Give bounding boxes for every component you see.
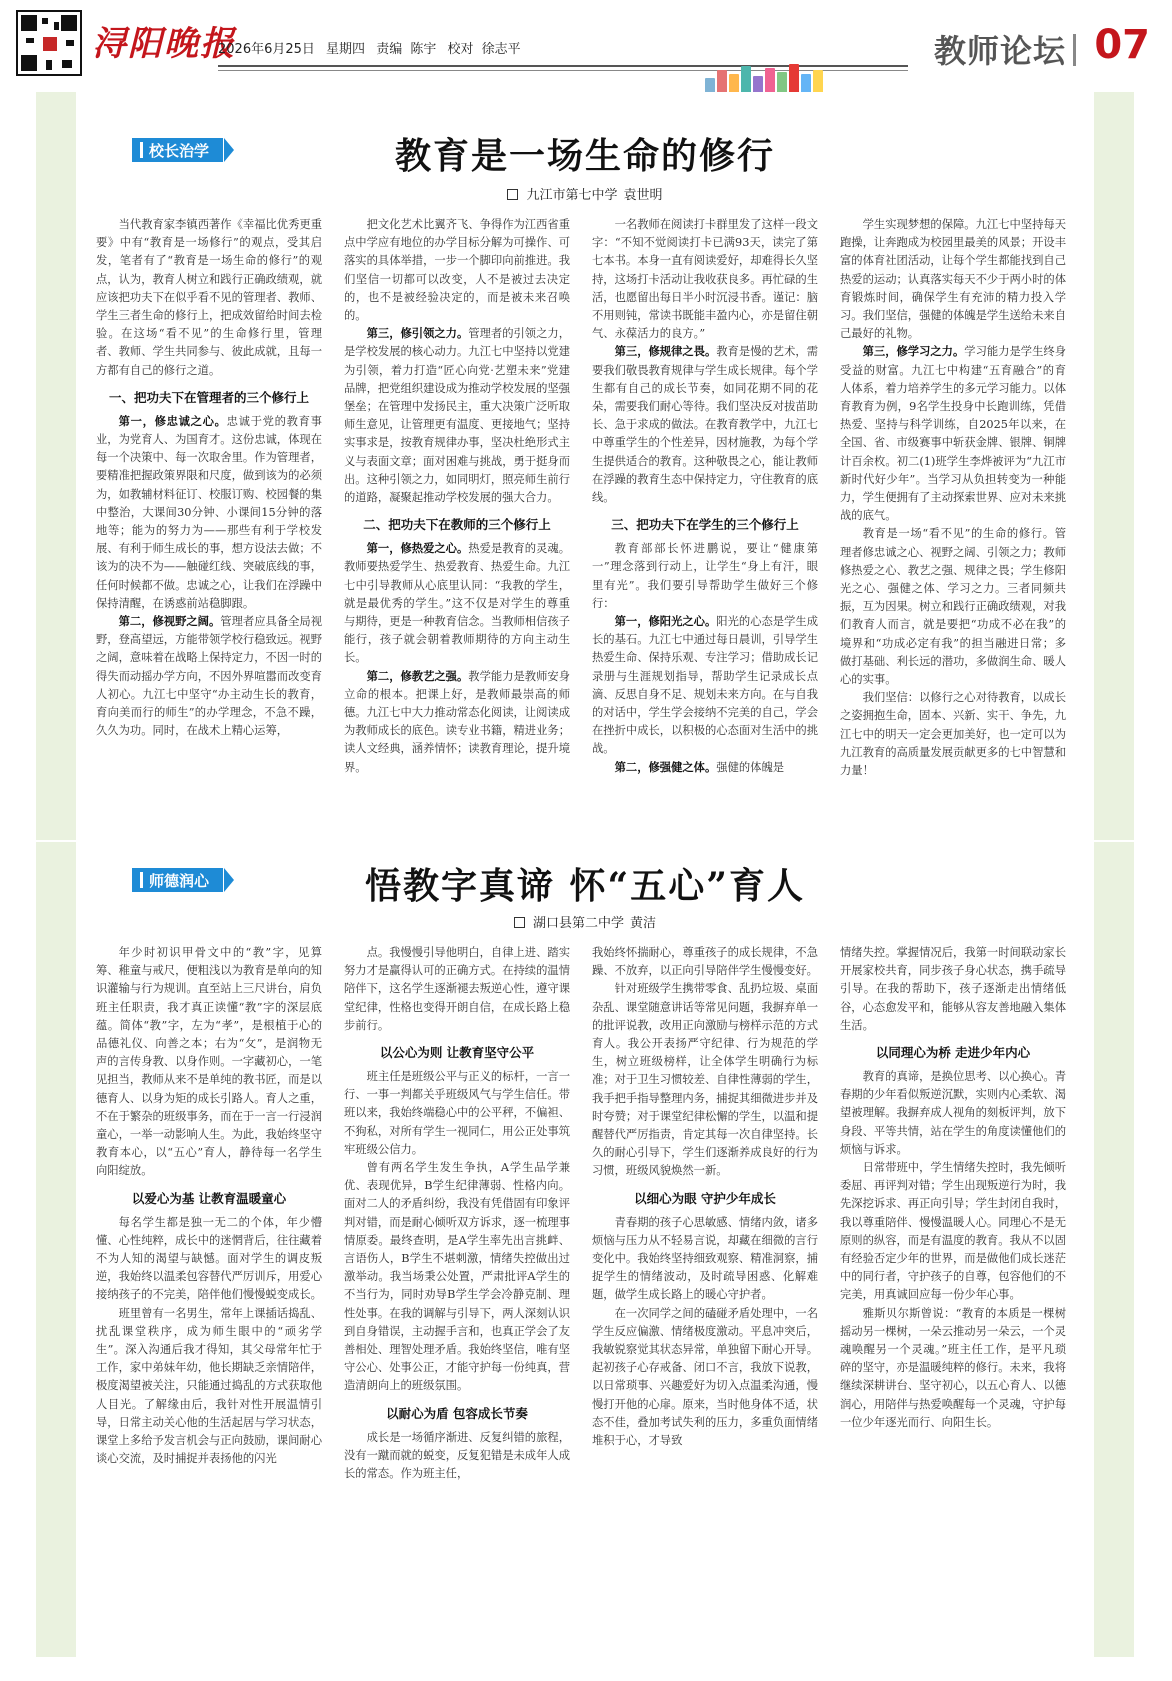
paragraph-lead: 第三，修引领之力。: [366, 327, 469, 341]
paragraph: 把文化艺术比翼齐飞、争得作为江西省重点中学应有地位的办学目标分解为可操作、可落实的具体举措，一步一个脚印向前推进。我们坚信一切都可以改变，人不是被过去决定的，也不是被经验决定的，而是被未来召唤的。: [344, 218, 570, 323]
article-1-column-3: [592, 216, 818, 826]
paragraph: 青春期的孩子心思敏感、情绪内敛，诸多烦恼与压力从不轻易言说，却藏在细微的言行变化中。我始终坚持细致观察、精准洞察，捕捉学生的情绪波动，及时疏导困惑、化解难题，做学生成长路上的暖心守护者。: [592, 1215, 818, 1302]
section-heading: 以耐心为盾 包容成长节奏: [386, 1405, 528, 1421]
section-heading: 以爱心为基 让教育温暖童心: [131, 1190, 287, 1206]
byline-org: 湖口县第二中学: [532, 916, 624, 931]
byline-org: 九江市第七中学: [526, 188, 618, 203]
paragraph: 针对班级学生携带零食、乱扔垃圾、桌面杂乱、课堂随意讲话等常见问题，我摒弃单一的批评说教，改用正向激励与榜样示范的方式育人。我公开表扬严守纪律、行为规范的学生，树立班级榜样，让全体学生明确行为标准；对于卫生习惯较差、自律性薄弱的学生，我手把手指导整理内务，捕捉其细微进步并及时夸赞；对于课堂纪律松懈的学生，以温和提醒替代严厉指责，肯定其每一次自律坚持。长久的耐心引导下，学生们逐渐养成良好的行为习惯，班级风貌焕然一新。: [592, 982, 818, 1178]
paragraph-lead: 第一，修阳光之心。: [614, 615, 717, 629]
proofreader-name: 徐志平: [481, 42, 521, 57]
paragraph: 年少时初识甲骨文中的“教”字，见算筹、稚童与戒尺，便粗浅以为教育是单向的知识灌输与行为规训。直至站上三尺讲台，肩负班主任职责，我才真正读懂“教”字的深层底蕴。简体“教”字，左为“孝”，是根植于心的品德礼仪、向善之本；右为“攵”，是润物无声的言传身教、以身作则。一字藏初心，一笔见担当，教师从来不是单纯的教书匠，而是以德育人、以身为矩的成长引路人。育人之重，不在于繁杂的班级事务，而在于一言一行浸润童心，一举一动影响人生。为此，我始终坚守教育本心，以“五心”育人，静待每一名学生向阳绽放。: [96, 946, 322, 1178]
issue-date: 2026年6月25日: [218, 42, 315, 57]
paragraph: 教育是一场“看不见”的生命的修行。管理者修忠诚之心、视野之阔、引领之力；教师修热爱之心、教艺之强、规律之畏；学生修阳光之心、强健之体、学习之力。三者同频共振，互为因果。树立和践行正确政绩观，对我们教育人而言，就是要把“功成不必在我”的境界和“功成必定有我”的担当融进日常；多做打基础、利长远的潜功，多做润生命、暖人心的实事。: [840, 527, 1066, 687]
paragraph-lead: 第一，修忠诚之心。: [118, 414, 227, 428]
paragraph: 我始终怀揣耐心，尊重孩子的成长规律，不急躁、不放弃，以正向引导陪伴学生慢慢变好。: [592, 946, 818, 978]
proofreader-label: 校对: [447, 42, 474, 57]
paragraph-lead: 第二，修强健之体。: [614, 760, 717, 774]
column-tag-label: 师德润心: [149, 871, 210, 890]
paragraph: 第二，修强健之体。强健的体魄是: [614, 760, 785, 774]
section-heading: 以细心为眼 守护少年成长: [634, 1190, 776, 1206]
article-1-column-1: [96, 216, 322, 826]
paragraph: 教育的真谛，是换位思考、以心换心。青春期的少年看似叛逆沉默，实则内心柔软、渴望被理解。我摒弃成人视角的刻板评判，放下身段、平等共情，站在学生的角度读懂他们的烦恼与诉求。: [840, 1070, 1066, 1156]
article-panel-1: [36, 92, 1134, 840]
paragraph: 日常带班中，学生情绪失控时，我先倾听委屈、再评判对错；学生出现叛逆行为时，我先深挖诉求、再正向引导；学生封闭自我时，我以尊重陪伴、慢慢温暖人心。同理心不是无原则的纵容，而是有温度的教育。我从不以固有经验否定少年的世界，而是做他们成长迷茫中的同行者，守护孩子的自尊，包容他们的不完美，用真诚回应每一份少年心事。: [840, 1161, 1066, 1302]
section-title: 教师论坛: [933, 32, 1066, 70]
article-2-column-2: [344, 944, 570, 1644]
page-number: 07: [1094, 22, 1150, 68]
article-2-column-4: [840, 944, 1066, 1644]
section-heading: 以同理心为桥 走进少年内心: [875, 1045, 1031, 1061]
paragraph-lead: 第一，修热爱之心。: [366, 542, 469, 556]
paragraph-lead: 第二，修教艺之强。: [366, 669, 469, 683]
paragraph: 第一，修热爱之心。热爱是教育的灵魂。教师要热爱学生、热爱教育、热爱生命。九江七中引导教师从心底里认同：“我教的学生，就是最优秀的学生。”这不仅是对学生的尊重与期待，更是一种教育信念。当教师相信孩子能行，孩子就会朝着教师期待的方向主动生长。: [344, 542, 570, 665]
paragraph: 我们坚信：以修行之心对待教育，以成长之姿拥抱生命，固本、兴新、实干、争先，九江七中的明天一定会更加美好，也一定可以为九江教育的高质量发展贡献更多的七中智慧和力量！: [840, 691, 1066, 778]
paragraph: 教育部部长怀进鹏说，要让“健康第一”理念落到行动上，让学生“身上有汗，眼里有光”。我们要引导帮助学生做好三个修行：: [592, 542, 818, 610]
paragraph: 情绪失控。掌握情况后，我第一时间联动家长开展家校共育，同步孩子身心状态，携手疏导引导。在我的帮助下，孩子逐渐走出情绪低谷，心态愈发平和，能够从容友善地融入集体生活。: [840, 946, 1066, 1032]
paragraph: 第二，修视野之阔。管理者应具备全局视野，登高望远，方能带领学校行稳致远。视野之阔，意味着在战略上保持定力，不因一时的得失而动摇办学方向，不因外界喧嚣而改变育人初心。九江七中坚守“办主动生长的教育，育向美而行的师生”的办学理念，不急不躁，久久为功。同时，在战术上精心运筹，: [96, 615, 322, 738]
column-tag-label: 校长治学: [149, 141, 210, 160]
paragraph: 班里曾有一名男生，常年上课插话捣乱、扰乱课堂秩序，成为师生眼中的“顽劣学生”。深入沟通后我才得知，其父母常年忙于工作，家中弟妹年幼，他长期缺乏亲情陪伴，极度渴望被关注，只能通过捣乱的方式获取他人目光。了解缘由后，我针对性开展温情引导，日常主动关心他的生活起居与学习状态，课堂上多给予发言机会与正向鼓励，课间耐心谈心交流，及时捕捉并表扬他的闪光: [96, 1306, 322, 1466]
byline: [76, 912, 1094, 931]
paragraph: 成长是一场循序渐进、反复纠错的旅程，没有一蹴而就的蜕变，反复犯错是未成年人成长的常态。作为班主任，: [344, 1430, 570, 1481]
editor-label: 责编: [376, 42, 403, 57]
paragraph: 一名教师在阅读打卡群里发了这样一段文字：“不知不觉阅读打卡已满93天，读完了第七本书。本身一直有阅读爱好，却难得长久坚持，这场打卡活动让我收获良多。再忙碌的生活，也愿留出每日半小时沉浸书香。谨记：脑不用则钝，常读书既能丰盈内心，亦是留住朝气、永葆活力的良方。”: [592, 218, 818, 341]
paragraph: 第二，修教艺之强。教学能力是教师安身立命的根本。把课上好，是教师最崇高的师德。九江七中大力推动常态化阅读，让阅读成为教师成长的底色。读专业书籍，精进业务；读人文经典，涵养情怀；读教育理论，提升境界。: [344, 669, 570, 774]
paragraph-lead: 第二，修视野之阔。: [118, 615, 221, 629]
qr-code-icon[interactable]: [16, 10, 82, 76]
article-title: 教育是一场生命的修行: [394, 135, 775, 177]
paragraph: 每名学生都是独一无二的个体，年少懵懂、心性纯粹，成长中的迷惘背后，往往藏着不为人知的渴望与缺憾。面对学生的调皮叛逆，我始终以温柔包容替代严厉训斥，用爱心接纳孩子的不完美，陪伴他们慢慢蜕变成长。: [96, 1215, 322, 1302]
section-heading: 三、把功夫下在学生的三个修行上: [611, 517, 799, 533]
article-title: 悟教字真谛 怀“五心”育人: [365, 865, 805, 907]
byline-author: 袁世明: [623, 188, 663, 203]
title-separator: [1073, 34, 1076, 66]
paragraph: 雅斯贝尔斯曾说：“教育的本质是一棵树摇动另一棵树，一朵云推动另一朵云，一个灵魂唤醒另一个灵魂。”班主任工作，是平凡琐碎的坚守，亦是温暖纯粹的修行。未来，我将继续深耕讲台、坚守初心，以五心育人、以德润心，用陪伴与热爱唤醒每一个灵魂，守护每一位少年逐光而行、向阳生长。: [840, 1306, 1066, 1429]
paragraph: 当代教育家李镇西著作《幸福比优秀更重要》中有“教育是一场修行”的观点，受其启发，笔者有了“教育是一场生命的修行”的观点，认为，教育人树立和践行正确政绩观，就应该把功夫下在似乎看不见的管理者、教师、学生三者生命的修行上，把成效留给时间去检验。在这场“看不见”的生命修行里，管理者、教师、学生共同参与、彼此成就，且每一方都有自己的修行之道。: [96, 218, 322, 377]
newspaper-logo: 浔阳晚报: [92, 24, 236, 64]
paragraph-lead: 第三，修学习之力。: [862, 345, 965, 359]
article-panel-2: [36, 842, 1134, 1657]
article-2: [76, 842, 1094, 1657]
byline-author: 黄洁: [630, 916, 657, 931]
paragraph: 曾有两名学生发生争执，A学生品学兼优、表现优异，B学生纪律薄弱、性格内向。面对二人的矛盾纠纷，我没有凭借固有印象评判对错，而是耐心倾听双方诉求，逐一梳理事情原委。最终查明，是A学生率先出言挑衅、言语伤人，B学生不堪刺激，情绪失控做出过激举动。我当场秉公处置，严肃批评A学生的不当行为，同时劝导B学生学会冷静克制、理性处事。在我的调解与引导下，两人深刻认识到自身错误，主动握手言和，也真正学会了友善相处、理智处理矛盾。我始终坚信，唯有坚守公心、处事公正，才能守护每一份纯真，营造清朗向上的班级氛围。: [344, 1161, 570, 1393]
square-icon: [507, 189, 518, 200]
paragraph: 第三，修引领之力。管理者的引领之力，是学校发展的核心动力。九江七中坚持以党建为引领，着力打造“匠心向党·艺塑未来”党建品牌，把党组织建设成为推动学校发展的坚强堡垒；在管理中发扬民主，重大决策广泛听取师生意见，让管理更有温度、更接地气；坚持实事求是，按教育规律办事，坚决杜绝形式主义与表面文章；面对困难与挑战，勇于挺身而出。这种引领之力，如同明灯，照亮师生前行的道路，凝聚起推动学校发展的强大合力。: [344, 327, 570, 505]
paragraph: 第一，修阳光之心。阳光的心态是学生成长的基石。九江七中通过每日晨训，引导学生热爱生命、保持乐观、专注学习；借助成长记录册与生涯规划指导，帮助学生记录成长点滴、反思自身不足、规划未来方向。在与自我的对话中，学生学会接纳不完美的自己，学会在挫折中成长，以积极的心态面对生活中的挑战。: [592, 615, 818, 756]
article-1: [76, 92, 1094, 840]
article-2-column-1: [96, 944, 322, 1644]
paragraph: 点。我慢慢引导他明白，自律上进、踏实努力才是赢得认可的正确方式。在持续的温情陪伴下，这名学生逐渐褪去叛逆心性，遵守课堂纪律，性格也变得开朗自信，在成长路上稳步前行。: [344, 946, 570, 1032]
paragraph: 第一，修忠诚之心。忠诚于党的教育事业，为党育人、为国育才。这份忠诚，体现在每一个决策中、每一次取舍里。作为管理者，要精准把握政策界限和尺度，做到该为的必须为，如教辅材料征订、校服订购、校园餐的集中整治，大课间30分钟、小课间15分钟的落地等；能为的努力为——那些有利于学校发展、有利于师生成长的事，想方设法去做；不该为的决不为——触碰红线、突破底线的事，任何时候都不做。忠诚之心，让我们在浮躁中保持清醒，在诱惑前站稳脚跟。: [96, 414, 322, 610]
editor-name: 陈宇: [410, 42, 437, 57]
article-1-column-4: [840, 216, 1066, 826]
masthead: [0, 0, 1172, 92]
section-heading: 二、把功夫下在教师的三个修行上: [363, 517, 551, 533]
paragraph-lead: 第三，修规律之畏。: [614, 345, 717, 359]
issue-meta: [218, 38, 528, 57]
section-heading: 以公心为则 让教育坚守公平: [379, 1045, 535, 1061]
byline: [76, 184, 1094, 203]
paragraph: 学生实现梦想的保障。九江七中坚持每天跑操，让奔跑成为校园里最美的风景；开设丰富的体育社团活动，让每个学生都能找到自己热爱的运动；认真落实每天不少于两小时的体育锻炼时间，确保学生有充沛的精力投入学习。我们坚信，强健的体魄是学生送给未来自己最好的礼物。: [840, 218, 1066, 341]
section-heading: 一、把功夫下在管理者的三个修行上: [108, 389, 309, 405]
article-2-column-3: [592, 944, 818, 1644]
paragraph: 班主任是班级公平与正义的标杆，一言一行、一事一判都关乎班级风气与学生信任。带班以来，我始终端稳心中的公平秤，不偏袒、不狗私，对所有学生一视同仁，用公正处事筑牢班级公信力。: [344, 1070, 570, 1156]
paragraph: 第三，修学习之力。学习能力是学生终身受益的财富。九江七中构建“五育融合”的育人体系，着力培养学生的多元学习能力。以体育教育为例，9名学生投身中长跑训练，凭借热爱、坚持与科学训练，自2025年以来，在全国、省、市级赛事中斩获金牌、银牌、铜牌计百余枚。初二(1)班学生李烨被评为“九江市新时代好少年”。当学习从负担转变为一种能力，学生便拥有了主动探索世界、应对未来挑战的底气。: [840, 345, 1066, 523]
square-icon: [514, 917, 525, 928]
paragraph: 在一次同学之间的磕碰矛盾处理中，一名学生反应偏激、情绪极度激动。平息冲突后，我敏锐察觉其状态异常，单独留下耐心开导。起初孩子心存戒备、闭口不言，我放下说教，以日常琐事、兴趣爱好为切入点温柔沟通，慢慢打开他的心扉。原来，当时他身体不适，状态不佳，叠加考试失利的压力，多重负面情绪堆积于心，才导致: [592, 1306, 818, 1448]
paragraph: 第三，修规律之畏。教育是慢的艺术，需要我们敬畏教育规律与学生成长规律。每个学生都有自己的成长节奏，如同花期不同的花朵，需要我们耐心等待。我们坚决反对拔苗助长、急于求成的做法。在教育教学中，九江七中尊重学生的个性差异，因材施教，为每个学生提供适合的教育。这种敬畏之心，能让教师在浮躁的教育生态中保持定力，守住教育的底线。: [592, 345, 818, 505]
article-1-column-2: [344, 216, 570, 826]
issue-weekday: 星期四: [326, 42, 366, 57]
